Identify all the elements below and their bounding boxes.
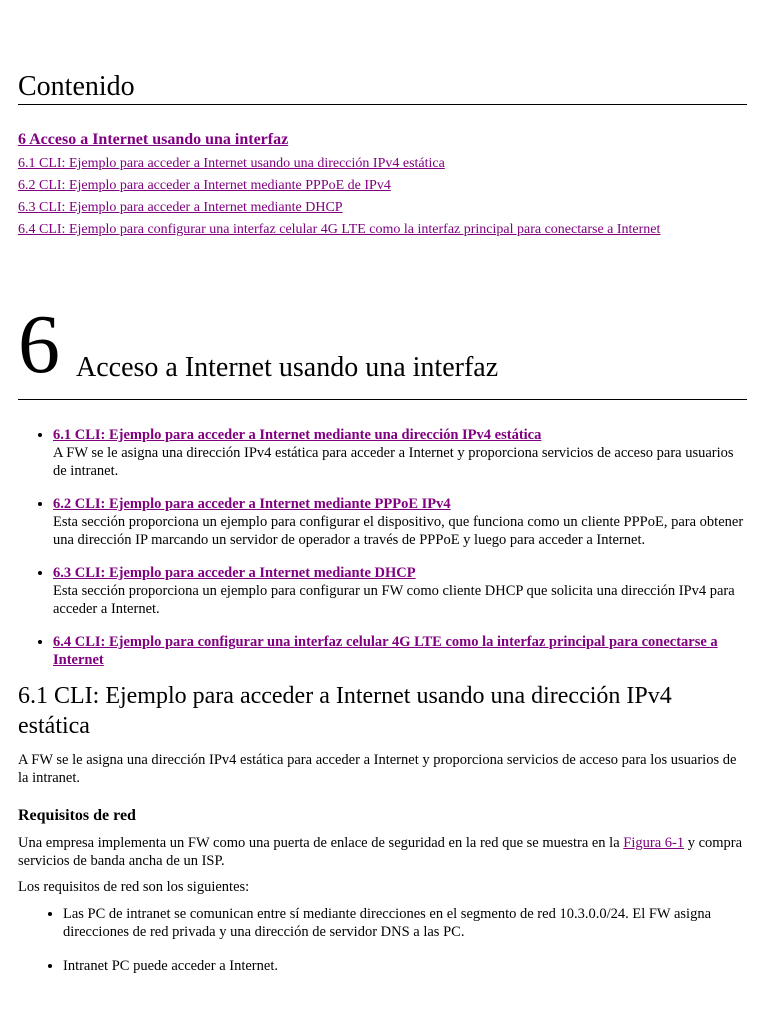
topic-description: Esta sección proporciona un ejemplo para configurar el dispositivo, que funciona como un cliente PPPoE, para obtener una dirección IP marcando un servidor de operador a través de PPPoE y luego para acceder a Internet. — [53, 514, 744, 548]
toc-item — [18, 219, 660, 241]
toc-item — [18, 197, 660, 219]
topic-link-6-3[interactable]: 6.3 CLI: Ejemplo para acceder a Internet mediante DHCP — [53, 565, 416, 581]
topic-description: A FW se le asigna una dirección IPv4 estática para acceder a Internet y proporciona servicios de acceso para usuarios de intranet. — [53, 445, 734, 479]
chapter-topic-item — [53, 426, 747, 480]
requirements-list — [46, 905, 747, 991]
chapter-topic-item — [53, 495, 747, 549]
figure-6-1-link[interactable]: Figura 6-1 — [623, 835, 685, 851]
requirement-item: • Las PC de intranet se comunican entre sí mediante direcciones en el segmento de red 10.3.0.0/24. El FW asigna direcciones de red privada y una dirección de servidor DNS a las PC. — [63, 905, 747, 941]
subheading-network-requirements: Requisitos de red — [18, 807, 136, 824]
toc-item — [18, 153, 660, 175]
requirements-paragraph — [18, 834, 747, 870]
topic-link-6-2[interactable]: 6.2 CLI: Ejemplo para acceder a Internet mediante PPPoE IPv4 — [53, 496, 451, 512]
toc-link-6-3[interactable]: 6.3 CLI: Ejemplo para acceder a Internet mediante DHCP — [18, 200, 343, 215]
toc-link-6-1[interactable]: 6.1 CLI: Ejemplo para acceder a Internet usando una dirección IPv4 estática — [18, 156, 445, 171]
chapter-topic-list — [18, 426, 747, 684]
toc-chapter-link[interactable]: 6 Acceso a Internet usando una interfaz — [18, 131, 289, 148]
chapter-divider — [18, 399, 747, 400]
toc-title: Contenido — [18, 71, 135, 102]
toc-main-link-wrap — [18, 130, 288, 150]
toc-link-6-2[interactable]: 6.2 CLI: Ejemplo para acceder a Internet mediante PPPoE de IPv4 — [18, 178, 391, 193]
toc-list — [18, 153, 660, 241]
topic-link-6-1[interactable]: 6.1 CLI: Ejemplo para acceder a Internet mediante una dirección IPv4 estática — [53, 427, 542, 443]
requirement-item: • Intranet PC puede acceder a Internet. — [63, 957, 747, 975]
toc-divider — [18, 104, 747, 105]
topic-link-6-4[interactable]: 6.4 CLI: Ejemplo para configurar una interfaz celular 4G LTE como la interfaz principal para conectarse a Internet — [53, 634, 718, 668]
paragraph-text: y compra servicios de banda ancha de un ISP. — [18, 835, 743, 869]
chapter-number: 6 — [18, 298, 60, 391]
chapter-topic-item — [53, 633, 747, 669]
section-title: 6.1 CLI: Ejemplo para acceder a Internet usando una dirección IPv4 estática — [18, 683, 672, 739]
chapter-topic-item — [53, 564, 747, 618]
requirements-intro: Los requisitos de red son los siguientes: — [18, 879, 250, 895]
topic-description: Esta sección proporciona un ejemplo para configurar un FW como cliente DHCP que solicita una dirección IPv4 para acceder a Internet. — [53, 583, 735, 617]
chapter-title: Acceso a Internet usando una interfaz — [76, 352, 499, 383]
toc-item — [18, 175, 660, 197]
toc-link-6-4[interactable]: 6.4 CLI: Ejemplo para configurar una interfaz celular 4G LTE como la interfaz principal para conectarse a Internet — [18, 222, 661, 237]
paragraph-text: Una empresa implementa un FW como una puerta de enlace de seguridad en la red que se muestra en la — [18, 835, 624, 851]
chapter-heading — [18, 298, 499, 391]
section-intro: A FW se le asigna una dirección IPv4 estática para acceder a Internet y proporciona servicios de acceso para los usuarios de la intranet. — [18, 752, 737, 786]
